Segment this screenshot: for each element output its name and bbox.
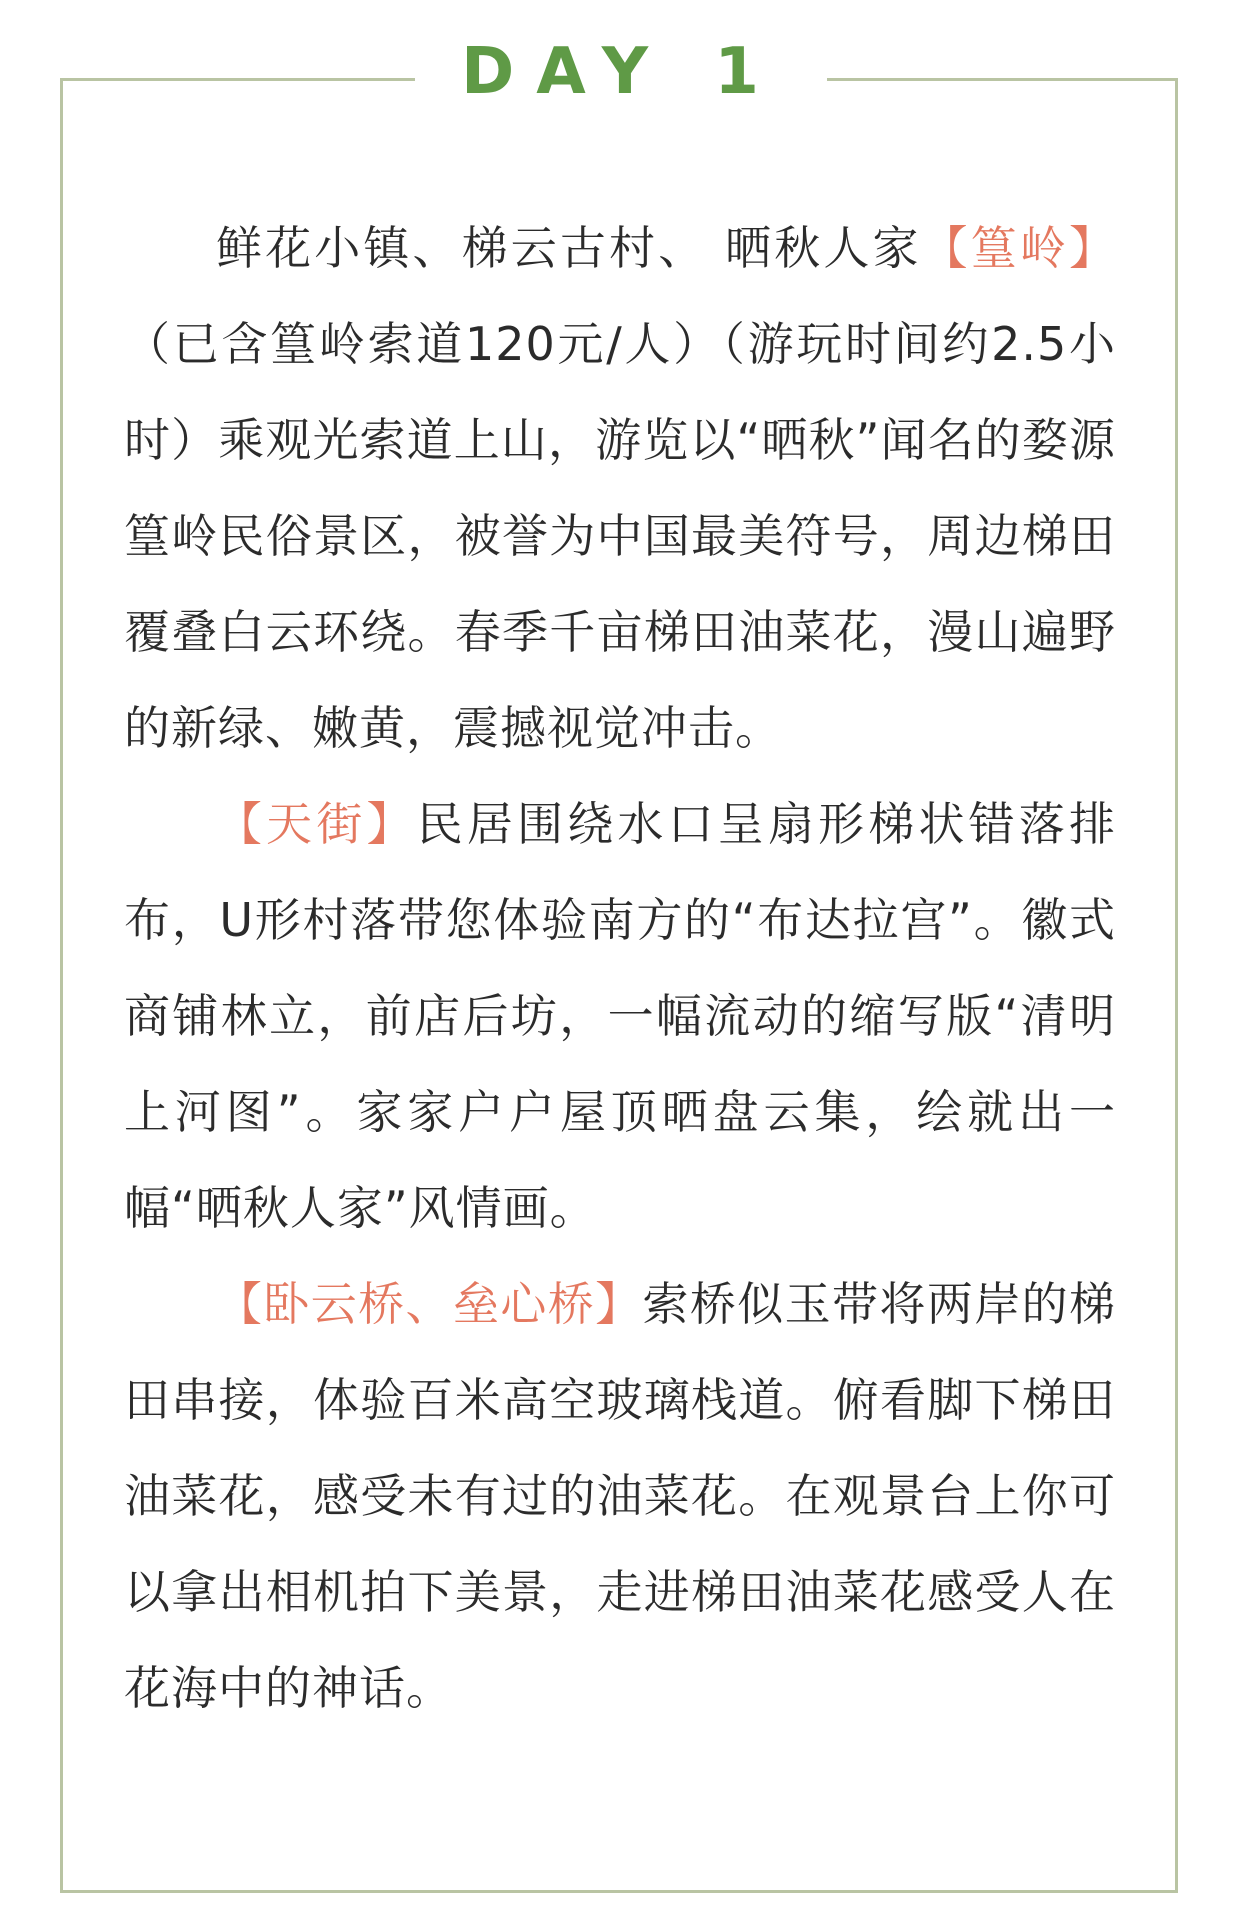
paragraph-text: 索桥似玉带将两岸的梯田串接，体验百米高空玻璃栈道。俯看脚下梯田油菜花，感受未有过的油菜花。在观景台上你可以拿出相机拍下美景，走进梯田油菜花感受人在花海中的神话。 (124, 1277, 1117, 1715)
paragraph-bridges (124, 1256, 1116, 1736)
highlight-tianjie: 【天街】 (216, 797, 417, 851)
paragraph-text: （已含篁岭索道120元/人）（游玩时间约2.5小时）乘观光索道上山，游览以“晒秋”闻名的婺源篁岭民俗景区，被誉为中国最美符号，周边梯田覆叠白云环绕。春季千亩梯田油菜花，漫山遍野的新绿、嫩黄，震撼视觉冲击。 (124, 317, 1116, 755)
highlight-bridges: 【卧云桥、垒心桥】 (216, 1277, 643, 1331)
paragraph-text: 鲜花小镇、梯云古村、 晒秋人家 (216, 221, 922, 275)
highlight-huangling: 【篁岭】 (921, 221, 1117, 275)
paragraph-text: 民居围绕水口呈扇形梯状错落排布，U形村落带您体验南方的“布达拉宫”。徽式商铺林立，前店后坊，一幅流动的缩写版“清明上河图”。家家户户屋顶晒盘云集，绘就出一幅“晒秋人家”风情画。 (124, 797, 1117, 1235)
itinerary-content (124, 200, 1116, 1736)
paragraph-tianjie (124, 776, 1116, 1256)
day-title: DAY 1 (415, 22, 827, 122)
title-wrap (0, 22, 1242, 122)
paragraph-huangling (124, 200, 1116, 776)
